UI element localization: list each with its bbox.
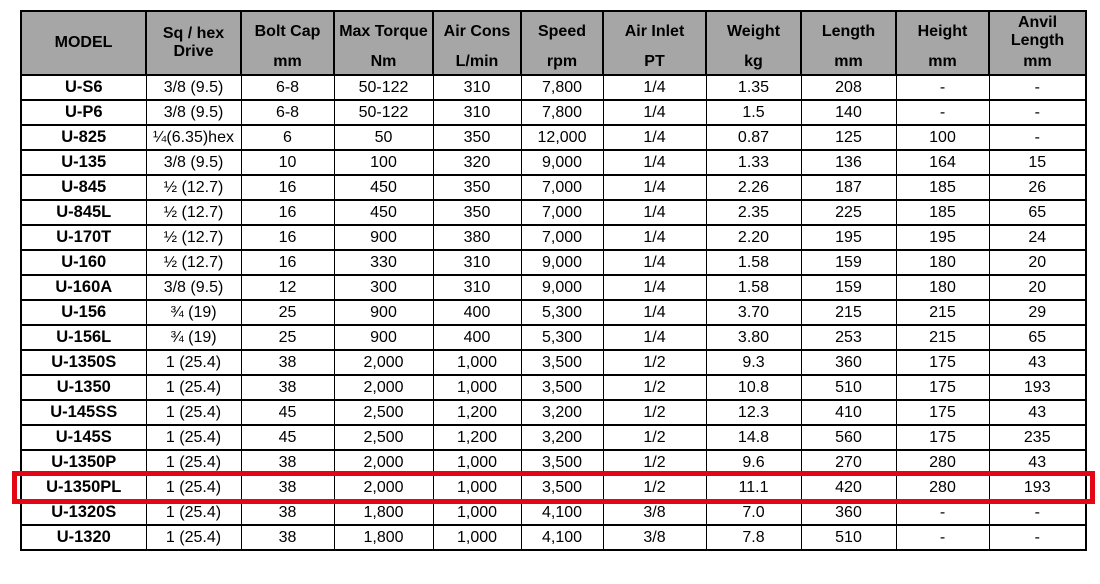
value-cell-speed: 7,000 bbox=[521, 225, 603, 250]
table-row-u-160a bbox=[21, 275, 1086, 300]
table-row-u-p6 bbox=[21, 100, 1086, 125]
value-cell-max-torque: 1,800 bbox=[334, 525, 433, 550]
value-cell-weight: 3.80 bbox=[706, 325, 801, 350]
value-cell-air-inlet: 3/8 bbox=[603, 525, 706, 550]
value-cell-length: 125 bbox=[801, 125, 896, 150]
column-header-anvil-length bbox=[989, 11, 1086, 75]
value-cell-weight: 1.58 bbox=[706, 250, 801, 275]
column-header-bolt-cap bbox=[241, 11, 334, 75]
table-row-u-1350 bbox=[21, 375, 1086, 400]
value-cell-air-inlet: 1/4 bbox=[603, 225, 706, 250]
value-cell-weight: 14.8 bbox=[706, 425, 801, 450]
table-row-u-1320s bbox=[21, 500, 1086, 525]
value-cell-speed: 9,000 bbox=[521, 150, 603, 175]
value-cell-length: 510 bbox=[801, 525, 896, 550]
model-cell: U-170T bbox=[21, 225, 146, 250]
value-cell-speed: 3,200 bbox=[521, 400, 603, 425]
value-cell-speed: 4,100 bbox=[521, 525, 603, 550]
value-cell-air-inlet: 1/4 bbox=[603, 325, 706, 350]
table-row-u-156 bbox=[21, 300, 1086, 325]
column-label-height: Height bbox=[917, 23, 968, 41]
value-cell-air-cons: 1,200 bbox=[433, 400, 521, 425]
value-cell-air-inlet: 1/2 bbox=[603, 400, 706, 425]
value-cell-air-inlet: 1/4 bbox=[603, 175, 706, 200]
value-cell-height: 215 bbox=[896, 300, 989, 325]
value-cell-drive: ½ (12.7) bbox=[146, 175, 241, 200]
value-cell-speed: 3,500 bbox=[521, 450, 603, 475]
value-cell-speed: 4,100 bbox=[521, 500, 603, 525]
table-row-u-1350pl bbox=[21, 475, 1086, 500]
model-cell: U-1350 bbox=[21, 375, 146, 400]
value-cell-length: 195 bbox=[801, 225, 896, 250]
column-header-length bbox=[801, 11, 896, 75]
table-row-u-1350p bbox=[21, 450, 1086, 475]
value-cell-drive: 3/8 (9.5) bbox=[146, 75, 241, 100]
value-cell-air-inlet: 1/2 bbox=[603, 375, 706, 400]
value-cell-anvil-length: 26 bbox=[989, 175, 1086, 200]
value-cell-bolt-cap: 16 bbox=[241, 175, 334, 200]
value-cell-max-torque: 900 bbox=[334, 300, 433, 325]
value-cell-speed: 7,000 bbox=[521, 200, 603, 225]
value-cell-max-torque: 2,500 bbox=[334, 425, 433, 450]
value-cell-anvil-length: - bbox=[989, 75, 1086, 100]
value-cell-air-cons: 1,000 bbox=[433, 500, 521, 525]
value-cell-max-torque: 900 bbox=[334, 325, 433, 350]
value-cell-air-cons: 400 bbox=[433, 300, 521, 325]
value-cell-weight: 9.3 bbox=[706, 350, 801, 375]
value-cell-air-inlet: 1/2 bbox=[603, 350, 706, 375]
column-label-air-cons: Air Cons bbox=[443, 23, 511, 41]
column-label-model: MODEL bbox=[54, 34, 113, 52]
model-cell: U-1320S bbox=[21, 500, 146, 525]
column-label-weight: Weight bbox=[726, 23, 781, 41]
column-unit-length: mm bbox=[834, 53, 863, 70]
value-cell-speed: 9,000 bbox=[521, 275, 603, 300]
value-cell-air-cons: 310 bbox=[433, 75, 521, 100]
value-cell-speed: 12,000 bbox=[521, 125, 603, 150]
value-cell-speed: 3,500 bbox=[521, 350, 603, 375]
value-cell-air-inlet: 1/4 bbox=[603, 300, 706, 325]
value-cell-weight: 1.35 bbox=[706, 75, 801, 100]
value-cell-speed: 5,300 bbox=[521, 300, 603, 325]
value-cell-air-cons: 320 bbox=[433, 150, 521, 175]
value-cell-air-inlet: 1/4 bbox=[603, 150, 706, 175]
column-header-height bbox=[896, 11, 989, 75]
value-cell-max-torque: 2,000 bbox=[334, 375, 433, 400]
value-cell-weight: 1.33 bbox=[706, 150, 801, 175]
value-cell-anvil-length: 29 bbox=[989, 300, 1086, 325]
column-unit-air-cons: L/min bbox=[455, 53, 499, 70]
value-cell-anvil-length: - bbox=[989, 500, 1086, 525]
value-cell-speed: 5,300 bbox=[521, 325, 603, 350]
value-cell-length: 410 bbox=[801, 400, 896, 425]
value-cell-bolt-cap: 16 bbox=[241, 225, 334, 250]
column-header-air-cons bbox=[433, 11, 521, 75]
value-cell-length: 208 bbox=[801, 75, 896, 100]
table-row-u-160 bbox=[21, 250, 1086, 275]
table-header-row bbox=[21, 11, 1086, 75]
value-cell-max-torque: 450 bbox=[334, 200, 433, 225]
value-cell-air-cons: 310 bbox=[433, 250, 521, 275]
value-cell-length: 360 bbox=[801, 350, 896, 375]
value-cell-bolt-cap: 6-8 bbox=[241, 75, 334, 100]
table-row-u-845 bbox=[21, 175, 1086, 200]
model-cell: U-1350P bbox=[21, 450, 146, 475]
value-cell-speed: 7,000 bbox=[521, 175, 603, 200]
value-cell-anvil-length: 43 bbox=[989, 400, 1086, 425]
value-cell-drive: ½ (12.7) bbox=[146, 225, 241, 250]
model-cell: U-135 bbox=[21, 150, 146, 175]
value-cell-weight: 2.26 bbox=[706, 175, 801, 200]
value-cell-drive: ¾ (19) bbox=[146, 300, 241, 325]
value-cell-max-torque: 450 bbox=[334, 175, 433, 200]
value-cell-height: 185 bbox=[896, 200, 989, 225]
table-row-u-156l bbox=[21, 325, 1086, 350]
value-cell-anvil-length: 24 bbox=[989, 225, 1086, 250]
value-cell-max-torque: 2,000 bbox=[334, 350, 433, 375]
value-cell-length: 270 bbox=[801, 450, 896, 475]
value-cell-anvil-length: 235 bbox=[989, 425, 1086, 450]
value-cell-height: 215 bbox=[896, 325, 989, 350]
value-cell-drive: 1 (25.4) bbox=[146, 425, 241, 450]
value-cell-bolt-cap: 38 bbox=[241, 525, 334, 550]
value-cell-anvil-length: 20 bbox=[989, 250, 1086, 275]
value-cell-length: 510 bbox=[801, 375, 896, 400]
value-cell-drive: ½ (12.7) bbox=[146, 200, 241, 225]
value-cell-air-cons: 350 bbox=[433, 125, 521, 150]
value-cell-length: 159 bbox=[801, 275, 896, 300]
value-cell-air-inlet: 1/4 bbox=[603, 125, 706, 150]
model-cell: U-156L bbox=[21, 325, 146, 350]
value-cell-bolt-cap: 6-8 bbox=[241, 100, 334, 125]
column-label-bolt-cap: Bolt Cap bbox=[254, 23, 321, 41]
value-cell-bolt-cap: 10 bbox=[241, 150, 334, 175]
value-cell-max-torque: 50 bbox=[334, 125, 433, 150]
model-cell: U-1350PL bbox=[21, 475, 146, 500]
value-cell-air-inlet: 3/8 bbox=[603, 500, 706, 525]
column-header-weight bbox=[706, 11, 801, 75]
column-unit-bolt-cap: mm bbox=[273, 53, 302, 70]
column-label-speed: Speed bbox=[537, 23, 586, 41]
value-cell-weight: 0.87 bbox=[706, 125, 801, 150]
value-cell-length: 136 bbox=[801, 150, 896, 175]
value-cell-height: 185 bbox=[896, 175, 989, 200]
value-cell-air-inlet: 1/4 bbox=[603, 75, 706, 100]
column-unit-air-inlet: PT bbox=[644, 53, 665, 70]
model-cell: U-160 bbox=[21, 250, 146, 275]
value-cell-weight: 2.35 bbox=[706, 200, 801, 225]
value-cell-drive: 3/8 (9.5) bbox=[146, 100, 241, 125]
value-cell-height: 175 bbox=[896, 400, 989, 425]
value-cell-air-cons: 1,000 bbox=[433, 475, 521, 500]
model-cell: U-1320 bbox=[21, 525, 146, 550]
value-cell-height: 100 bbox=[896, 125, 989, 150]
table-row-u-s6 bbox=[21, 75, 1086, 100]
value-cell-air-inlet: 1/4 bbox=[603, 100, 706, 125]
column-header-model bbox=[21, 11, 146, 75]
value-cell-air-cons: 1,000 bbox=[433, 375, 521, 400]
value-cell-air-inlet: 1/4 bbox=[603, 250, 706, 275]
value-cell-height: - bbox=[896, 100, 989, 125]
value-cell-weight: 10.8 bbox=[706, 375, 801, 400]
value-cell-length: 140 bbox=[801, 100, 896, 125]
value-cell-length: 225 bbox=[801, 200, 896, 225]
model-cell: U-160A bbox=[21, 275, 146, 300]
model-cell: U-S6 bbox=[21, 75, 146, 100]
column-header-air-inlet bbox=[603, 11, 706, 75]
table-row-u-145ss bbox=[21, 400, 1086, 425]
table-row-u-1350s bbox=[21, 350, 1086, 375]
value-cell-length: 360 bbox=[801, 500, 896, 525]
column-label-length: Length bbox=[821, 23, 876, 41]
value-cell-air-cons: 1,000 bbox=[433, 450, 521, 475]
value-cell-bolt-cap: 25 bbox=[241, 325, 334, 350]
column-header-drive bbox=[146, 11, 241, 75]
model-cell: U-145S bbox=[21, 425, 146, 450]
value-cell-max-torque: 330 bbox=[334, 250, 433, 275]
value-cell-weight: 1.58 bbox=[706, 275, 801, 300]
value-cell-height: 164 bbox=[896, 150, 989, 175]
value-cell-drive: 1 (25.4) bbox=[146, 375, 241, 400]
table-row-u-845l bbox=[21, 200, 1086, 225]
column-unit-anvil-length: mm bbox=[1023, 53, 1052, 70]
model-cell: U-1350S bbox=[21, 350, 146, 375]
value-cell-max-torque: 50-122 bbox=[334, 75, 433, 100]
value-cell-anvil-length: - bbox=[989, 125, 1086, 150]
value-cell-height: 175 bbox=[896, 375, 989, 400]
model-cell: U-P6 bbox=[21, 100, 146, 125]
model-cell: U-825 bbox=[21, 125, 146, 150]
value-cell-air-inlet: 1/2 bbox=[603, 475, 706, 500]
value-cell-air-inlet: 1/4 bbox=[603, 200, 706, 225]
value-cell-air-inlet: 1/2 bbox=[603, 425, 706, 450]
value-cell-max-torque: 900 bbox=[334, 225, 433, 250]
value-cell-speed: 7,800 bbox=[521, 75, 603, 100]
value-cell-speed: 7,800 bbox=[521, 100, 603, 125]
value-cell-bolt-cap: 38 bbox=[241, 350, 334, 375]
value-cell-drive: 1 (25.4) bbox=[146, 450, 241, 475]
model-cell: U-845L bbox=[21, 200, 146, 225]
spec-table-wrap bbox=[20, 10, 1087, 551]
value-cell-height: - bbox=[896, 525, 989, 550]
value-cell-height: 180 bbox=[896, 250, 989, 275]
value-cell-drive: ½ (12.7) bbox=[146, 250, 241, 275]
table-row-u-170t bbox=[21, 225, 1086, 250]
value-cell-weight: 11.1 bbox=[706, 475, 801, 500]
value-cell-drive: 1 (25.4) bbox=[146, 350, 241, 375]
value-cell-bolt-cap: 38 bbox=[241, 475, 334, 500]
value-cell-anvil-length: 15 bbox=[989, 150, 1086, 175]
value-cell-anvil-length: - bbox=[989, 525, 1086, 550]
model-cell: U-156 bbox=[21, 300, 146, 325]
value-cell-weight: 7.0 bbox=[706, 500, 801, 525]
value-cell-height: 280 bbox=[896, 475, 989, 500]
value-cell-anvil-length: 193 bbox=[989, 475, 1086, 500]
value-cell-bolt-cap: 25 bbox=[241, 300, 334, 325]
table-row-u-135 bbox=[21, 150, 1086, 175]
value-cell-weight: 9.6 bbox=[706, 450, 801, 475]
value-cell-anvil-length: 20 bbox=[989, 275, 1086, 300]
value-cell-speed: 3,500 bbox=[521, 475, 603, 500]
column-label-air-inlet: Air Inlet bbox=[624, 23, 685, 41]
value-cell-bolt-cap: 45 bbox=[241, 400, 334, 425]
value-cell-height: 280 bbox=[896, 450, 989, 475]
value-cell-weight: 2.20 bbox=[706, 225, 801, 250]
table-row-u-145s bbox=[21, 425, 1086, 450]
value-cell-height: 175 bbox=[896, 350, 989, 375]
value-cell-bolt-cap: 6 bbox=[241, 125, 334, 150]
value-cell-drive: ¼(6.35)hex bbox=[146, 125, 241, 150]
value-cell-anvil-length: 43 bbox=[989, 350, 1086, 375]
value-cell-bolt-cap: 16 bbox=[241, 250, 334, 275]
value-cell-bolt-cap: 16 bbox=[241, 200, 334, 225]
value-cell-air-inlet: 1/2 bbox=[603, 450, 706, 475]
column-unit-speed: rpm bbox=[546, 53, 578, 70]
value-cell-anvil-length: - bbox=[989, 100, 1086, 125]
column-label-max-torque: Max Torque bbox=[339, 23, 428, 41]
value-cell-max-torque: 300 bbox=[334, 275, 433, 300]
model-cell: U-145SS bbox=[21, 400, 146, 425]
value-cell-length: 187 bbox=[801, 175, 896, 200]
value-cell-weight: 12.3 bbox=[706, 400, 801, 425]
column-unit-weight: kg bbox=[744, 53, 763, 70]
value-cell-length: 253 bbox=[801, 325, 896, 350]
value-cell-drive: 1 (25.4) bbox=[146, 475, 241, 500]
value-cell-speed: 3,200 bbox=[521, 425, 603, 450]
value-cell-height: 175 bbox=[896, 425, 989, 450]
column-header-speed bbox=[521, 11, 603, 75]
value-cell-length: 159 bbox=[801, 250, 896, 275]
spec-table bbox=[20, 10, 1087, 551]
value-cell-air-cons: 1,200 bbox=[433, 425, 521, 450]
value-cell-drive: 3/8 (9.5) bbox=[146, 275, 241, 300]
value-cell-air-cons: 310 bbox=[433, 100, 521, 125]
value-cell-drive: ¾ (19) bbox=[146, 325, 241, 350]
value-cell-weight: 1.5 bbox=[706, 100, 801, 125]
model-cell: U-845 bbox=[21, 175, 146, 200]
value-cell-bolt-cap: 12 bbox=[241, 275, 334, 300]
value-cell-anvil-length: 193 bbox=[989, 375, 1086, 400]
value-cell-speed: 9,000 bbox=[521, 250, 603, 275]
value-cell-anvil-length: 43 bbox=[989, 450, 1086, 475]
value-cell-bolt-cap: 38 bbox=[241, 450, 334, 475]
table-row-u-825 bbox=[21, 125, 1086, 150]
value-cell-anvil-length: 65 bbox=[989, 200, 1086, 225]
value-cell-air-cons: 400 bbox=[433, 325, 521, 350]
value-cell-speed: 3,500 bbox=[521, 375, 603, 400]
value-cell-weight: 3.70 bbox=[706, 300, 801, 325]
value-cell-air-cons: 350 bbox=[433, 200, 521, 225]
value-cell-height: - bbox=[896, 75, 989, 100]
table-row-u-1320 bbox=[21, 525, 1086, 550]
column-header-max-torque bbox=[334, 11, 433, 75]
value-cell-bolt-cap: 38 bbox=[241, 500, 334, 525]
value-cell-max-torque: 1,800 bbox=[334, 500, 433, 525]
value-cell-max-torque: 50-122 bbox=[334, 100, 433, 125]
value-cell-air-cons: 350 bbox=[433, 175, 521, 200]
value-cell-bolt-cap: 38 bbox=[241, 375, 334, 400]
value-cell-anvil-length: 65 bbox=[989, 325, 1086, 350]
value-cell-air-cons: 1,000 bbox=[433, 350, 521, 375]
value-cell-bolt-cap: 45 bbox=[241, 425, 334, 450]
value-cell-length: 420 bbox=[801, 475, 896, 500]
value-cell-drive: 1 (25.4) bbox=[146, 525, 241, 550]
value-cell-height: 195 bbox=[896, 225, 989, 250]
column-unit-max-torque: Nm bbox=[370, 53, 397, 70]
value-cell-drive: 1 (25.4) bbox=[146, 400, 241, 425]
value-cell-drive: 1 (25.4) bbox=[146, 500, 241, 525]
value-cell-weight: 7.8 bbox=[706, 525, 801, 550]
value-cell-drive: 3/8 (9.5) bbox=[146, 150, 241, 175]
column-unit-height: mm bbox=[928, 53, 957, 70]
column-label-anvil-length: Anvil Length bbox=[1010, 14, 1065, 49]
column-label-drive: Sq / hex Drive bbox=[162, 25, 225, 60]
value-cell-height: - bbox=[896, 500, 989, 525]
value-cell-length: 560 bbox=[801, 425, 896, 450]
value-cell-max-torque: 100 bbox=[334, 150, 433, 175]
value-cell-air-cons: 1,000 bbox=[433, 525, 521, 550]
value-cell-height: 180 bbox=[896, 275, 989, 300]
value-cell-length: 215 bbox=[801, 300, 896, 325]
value-cell-air-cons: 380 bbox=[433, 225, 521, 250]
value-cell-max-torque: 2,000 bbox=[334, 475, 433, 500]
value-cell-air-inlet: 1/4 bbox=[603, 275, 706, 300]
value-cell-max-torque: 2,000 bbox=[334, 450, 433, 475]
value-cell-max-torque: 2,500 bbox=[334, 400, 433, 425]
value-cell-air-cons: 310 bbox=[433, 275, 521, 300]
